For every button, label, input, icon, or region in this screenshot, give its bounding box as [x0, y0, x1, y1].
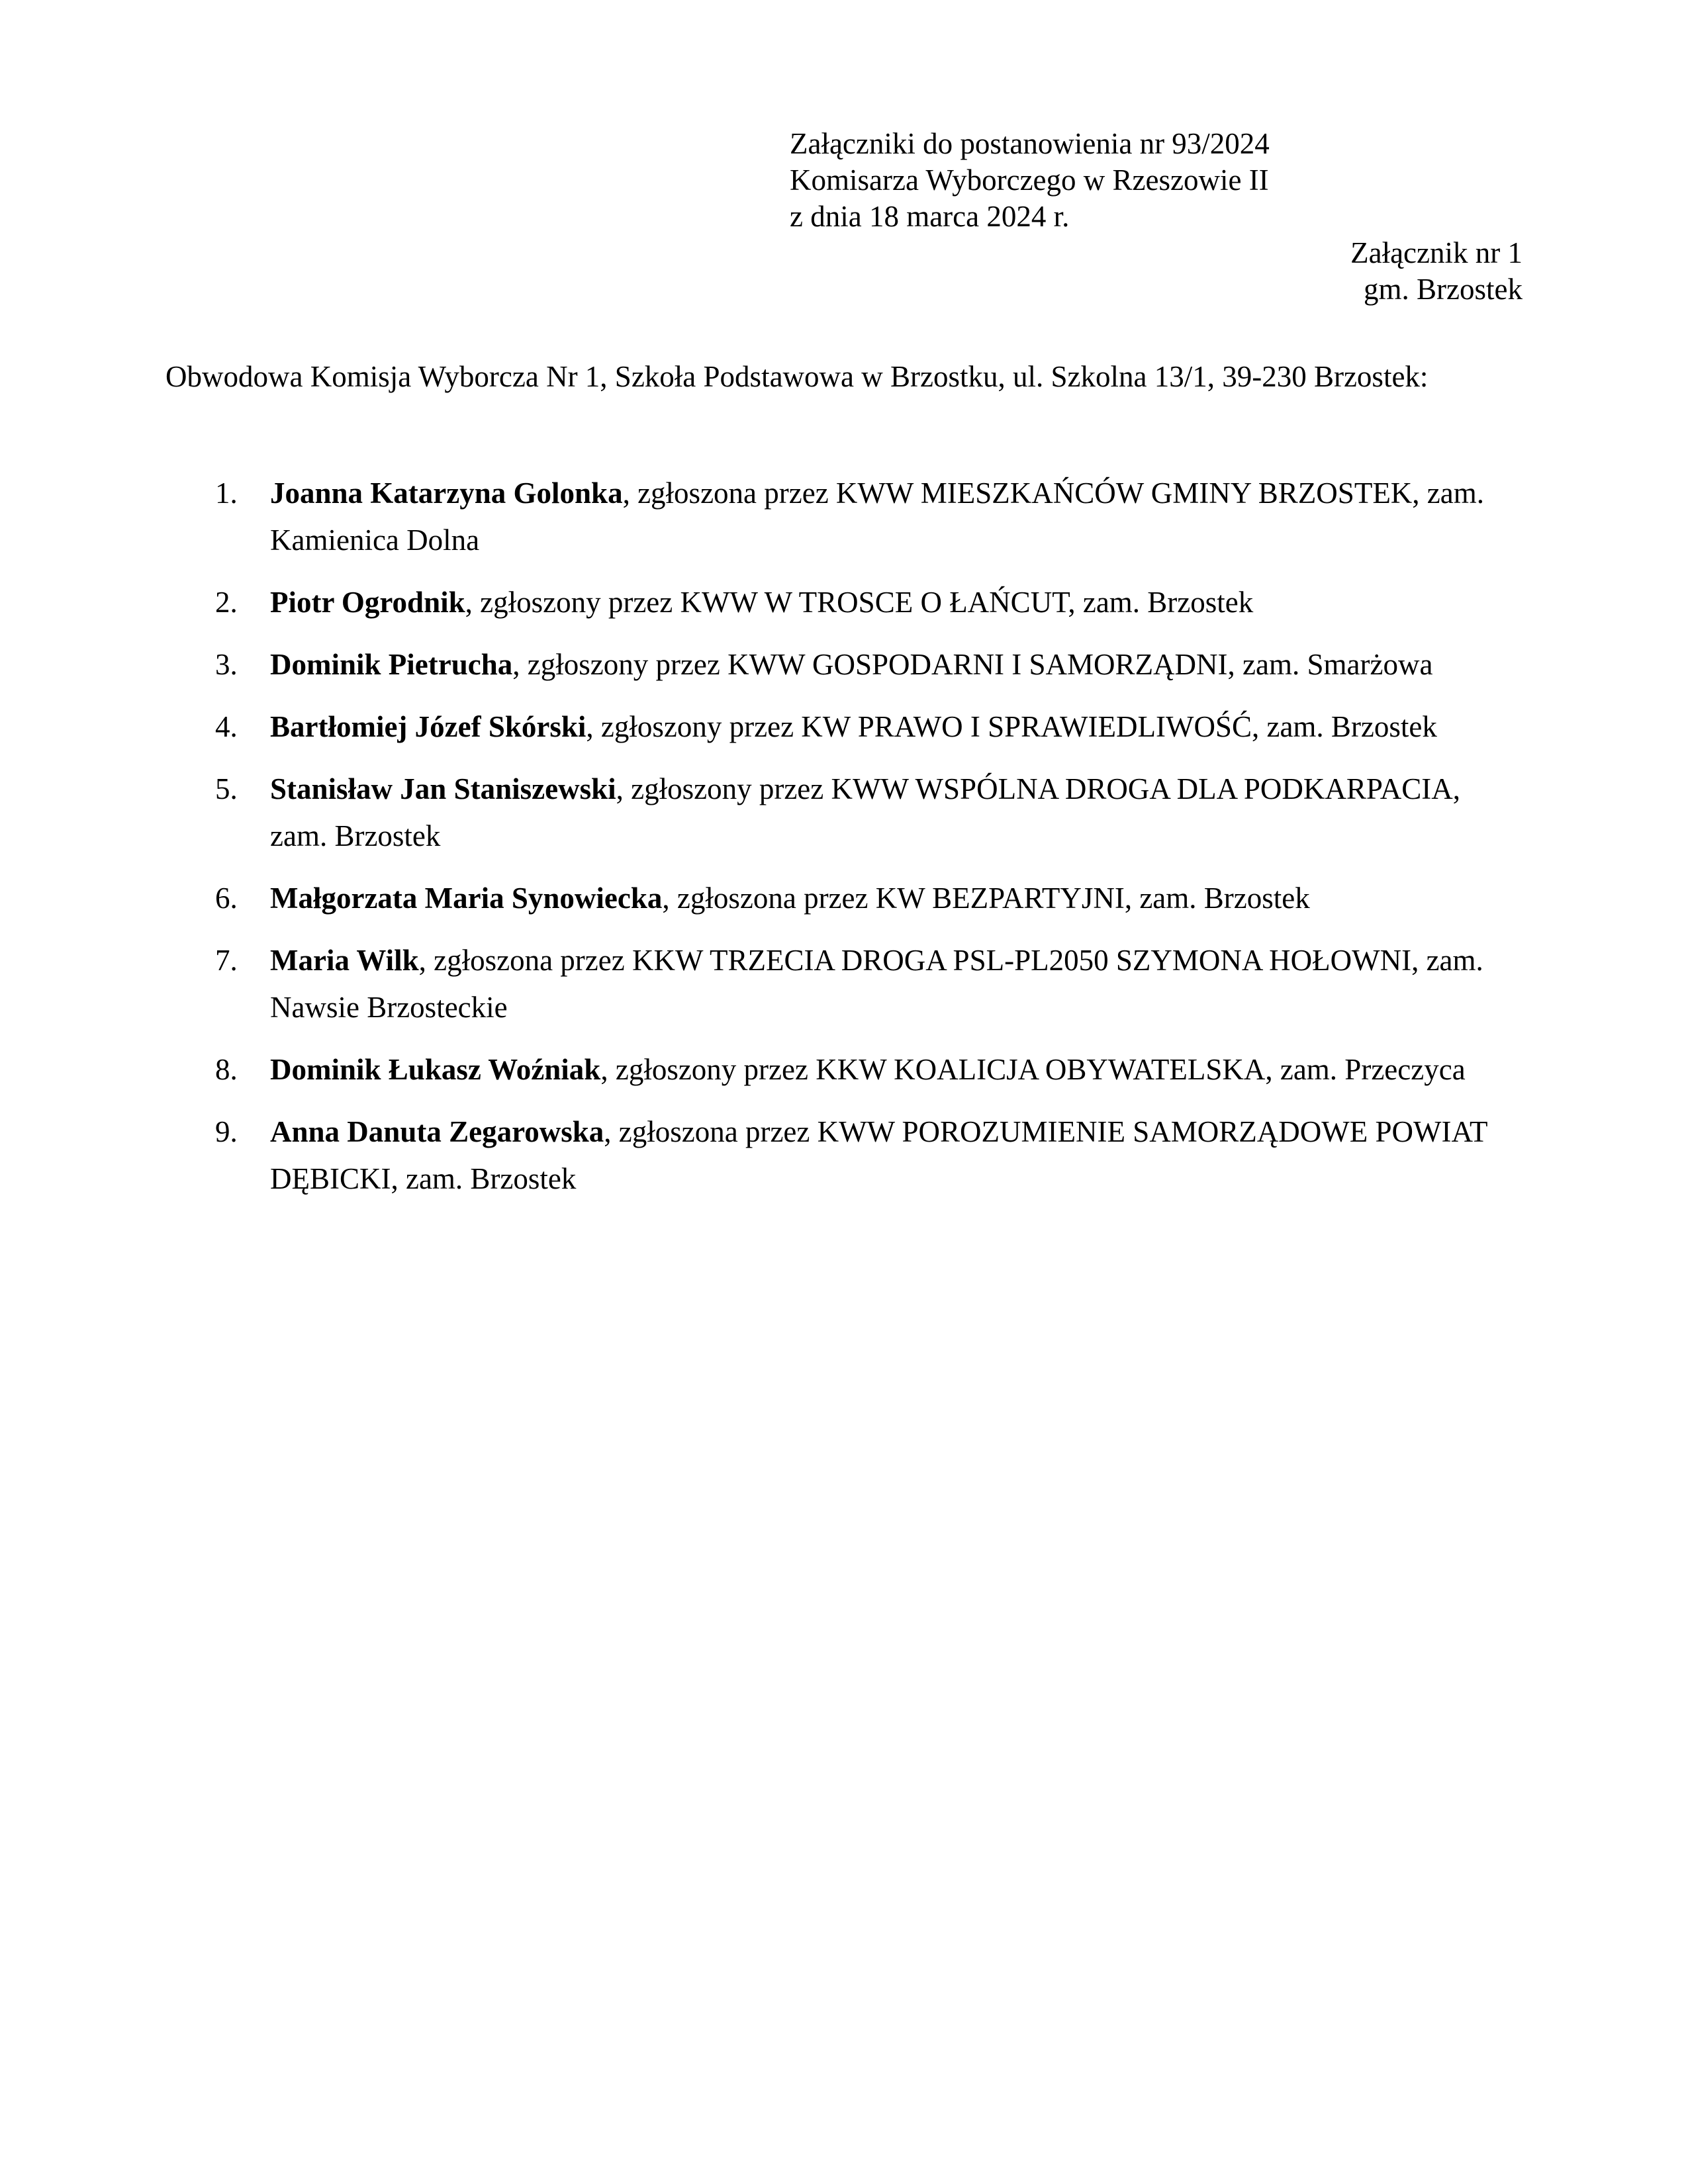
member-item [165, 1109, 1523, 1203]
member-name: Małgorzata Maria Synowiecka [270, 882, 663, 915]
member-details: , zgłoszona przez KKW TRZECIA DROGA PSL-PL2050 SZYMONA HOŁOWNI, zam. Nawsie Brzosteckie [270, 944, 1483, 1024]
member-item [165, 1046, 1523, 1093]
member-name: Piotr Ogrodnik [270, 586, 465, 619]
member-item [165, 875, 1523, 922]
member-number: 3. [215, 648, 238, 681]
member-number: 4. [215, 710, 238, 743]
member-number: 8. [215, 1053, 238, 1086]
member-details: , zgłoszony przez KWW GOSPODARNI I SAMORZĄDNI, zam. Smarżowa [512, 648, 1433, 681]
member-number: 9. [215, 1115, 238, 1148]
member-item [165, 766, 1523, 860]
header-line: Załączniki do postanowienia nr 93/2024 [790, 127, 1270, 160]
member-details: , zgłoszona przez KW BEZPARTYJNI, zam. Brzostek [662, 882, 1310, 915]
member-name: Dominik Łukasz Woźniak [270, 1053, 601, 1086]
member-details: , zgłoszony przez KW PRAWO I SPRAWIEDLIWOŚĆ, zam. Brzostek [586, 710, 1437, 743]
resolution-header [790, 126, 1270, 235]
member-item [165, 937, 1523, 1031]
member-details: , zgłoszony przez KWW W TROSCE O ŁAŃCUT, zam. Brzostek [465, 586, 1254, 619]
member-number: 2. [215, 586, 238, 619]
member-details: , zgłoszona przez KWW MIESZKAŃCÓW GMINY BRZOSTEK, zam. Kamienica Dolna [270, 477, 1484, 557]
commission-title: Obwodowa Komisja Wyborcza Nr 1, Szkoła Podstawowa w Brzostku, ul. Szkolna 13/1, 39-230 Brzostek: [165, 360, 1429, 393]
header-line: z dnia 18 marca 2024 r. [790, 200, 1070, 233]
member-name: Maria Wilk [270, 944, 419, 977]
member-name: Bartłomiej Józef Skórski [270, 710, 586, 743]
member-details: , zgłoszony przez KKW KOALICJA OBYWATELSKA, zam. Przeczyca [600, 1053, 1466, 1086]
member-item [165, 641, 1523, 688]
attachment-number: Załącznik nr 1 [1350, 236, 1523, 269]
member-item [165, 579, 1523, 626]
member-number: 5. [215, 772, 238, 805]
attachment-label-block [1350, 235, 1523, 308]
member-number: 1. [215, 477, 238, 510]
member-name: Stanisław Jan Staniszewski [270, 772, 616, 805]
member-number: 7. [215, 944, 238, 977]
member-name: Joanna Katarzyna Golonka [270, 477, 623, 510]
municipality-name: gm. Brzostek [1364, 273, 1523, 306]
member-name: Anna Danuta Zegarowska [270, 1115, 604, 1148]
member-item [165, 704, 1523, 751]
member-number: 6. [215, 882, 238, 915]
header-line: Komisarza Wyborczego w Rzeszowie II [790, 163, 1269, 197]
member-name: Dominik Pietrucha [270, 648, 513, 681]
member-details: , zgłoszony przez KWW WSPÓLNA DROGA DLA PODKARPACIA, zam. Brzostek [270, 772, 1461, 852]
member-item [165, 470, 1523, 564]
member-details: , zgłoszona przez KWW POROZUMIENIE SAMORZĄDOWE POWIAT DĘBICKI, zam. Brzostek [270, 1115, 1487, 1195]
members-list [165, 470, 1523, 1218]
